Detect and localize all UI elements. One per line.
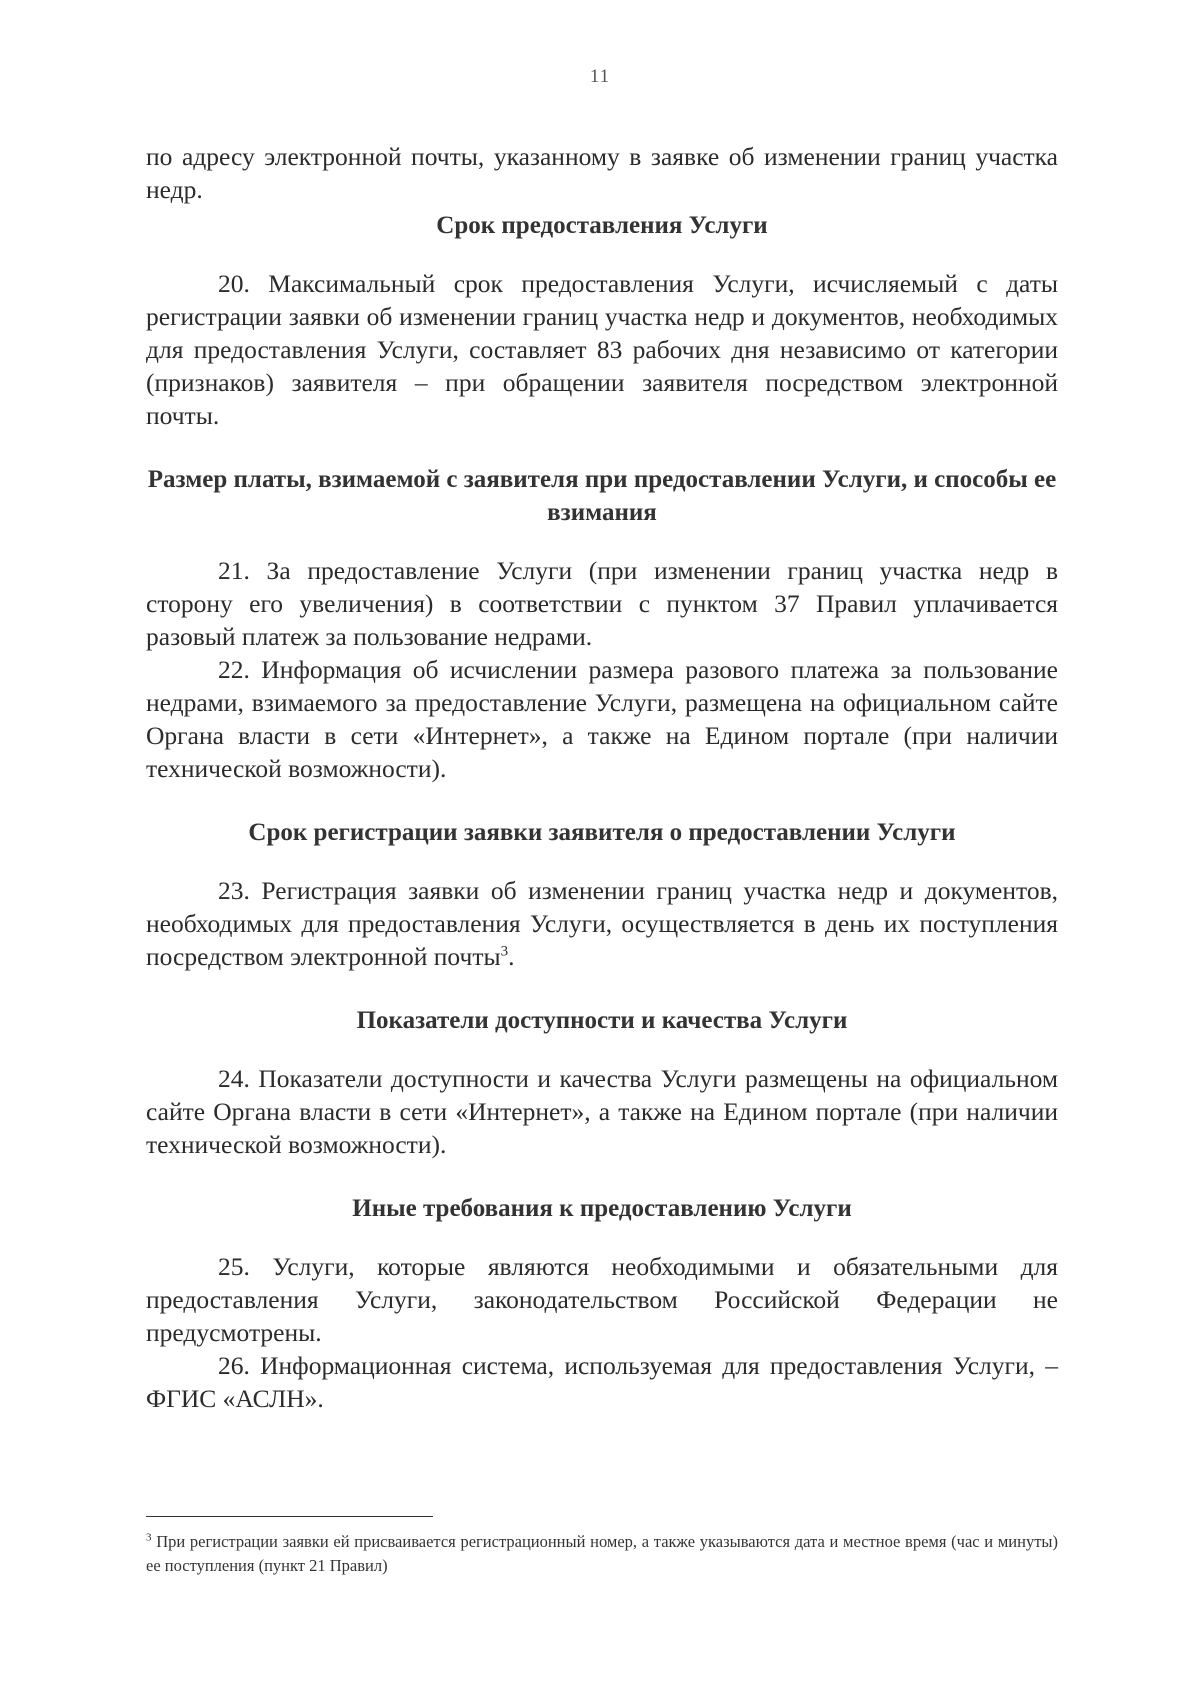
section-heading-quality: Показатели доступности и качества Услуги (356, 1007, 848, 1034)
section-heading-term: Срок предоставления Услуги (436, 212, 768, 239)
paragraph-25: 25. Услуги, которые являются необходимыми и обязательными для предоставления Услуги, законодательством Российской Федерации не предусмотрены. (146, 1252, 1058, 1347)
footnote-text: При регистрации заявки ей присваивается регистрационный номер, а также указываются дата и местное время (час и минуты) ее поступления (пункт 21 Правил) (146, 1532, 1058, 1575)
page-number: 11 (589, 66, 611, 87)
paragraph-22: 22. Информация об исчислении размера разового платежа за пользование недрами, взимаемого за предоставление Услуги, размещена на официальном сайте Органа власти в сети «Интернет», а также на Едином портале (при наличии технической возможности). (146, 655, 1058, 783)
paragraph-26: 26. Информационная система, используемая для предоставления Услуги, – ФГИС «АСЛН». (146, 1351, 1058, 1413)
section-heading-registration: Срок регистрации заявки заявителя о предоставлении Услуги (248, 819, 956, 846)
paragraph-23 (146, 874, 1058, 973)
section-heading-fee: Размер платы, взимаемой с заявителя при предоставлении Услуги, и способы ее взимания (147, 466, 1057, 526)
intro-paragraph: по адресу электронной почты, указанному в заявке об изменении границ участка недр. (146, 142, 1058, 204)
footnote (146, 1530, 1058, 1578)
paragraph-24: 24. Показатели доступности и качества Услуги размещены на официальном сайте Органа власти в сети «Интернет», а также на Едином портале (при наличии технической возможности). (146, 1064, 1058, 1159)
paragraph-21: 21. За предоставление Услуги (при изменении границ участка недр в сторону его увеличения) в соответствии с пунктом 37 Правил уплачивается разовый платеж за пользование недрами. (146, 556, 1058, 651)
footnote-reference: 3 (500, 943, 509, 960)
footnote-marker: 3 (146, 1531, 152, 1544)
section-heading-other: Иные требования к предоставлению Услуги (352, 1195, 852, 1222)
footnote-divider (146, 1516, 433, 1517)
paragraph-23-text: 23. Регистрация заявки об изменении границ участка недр и документов, необходимых для предоставления Услуги, осуществляется в день их поступления посредством электронной почты (146, 876, 1058, 971)
page-content (146, 140, 1058, 1415)
paragraph-23-end: . (508, 942, 515, 971)
paragraph-20: 20. Максимальный срок предоставления Услуги, исчисляемый с даты регистрации заявки об изменении границ участка недр и документов, необходимых для предоставления Услуги, составляет 83 рабочих дня независимо от категории (признаков) заявителя – при обращении заявителя посредством электронной почты. (146, 269, 1058, 430)
